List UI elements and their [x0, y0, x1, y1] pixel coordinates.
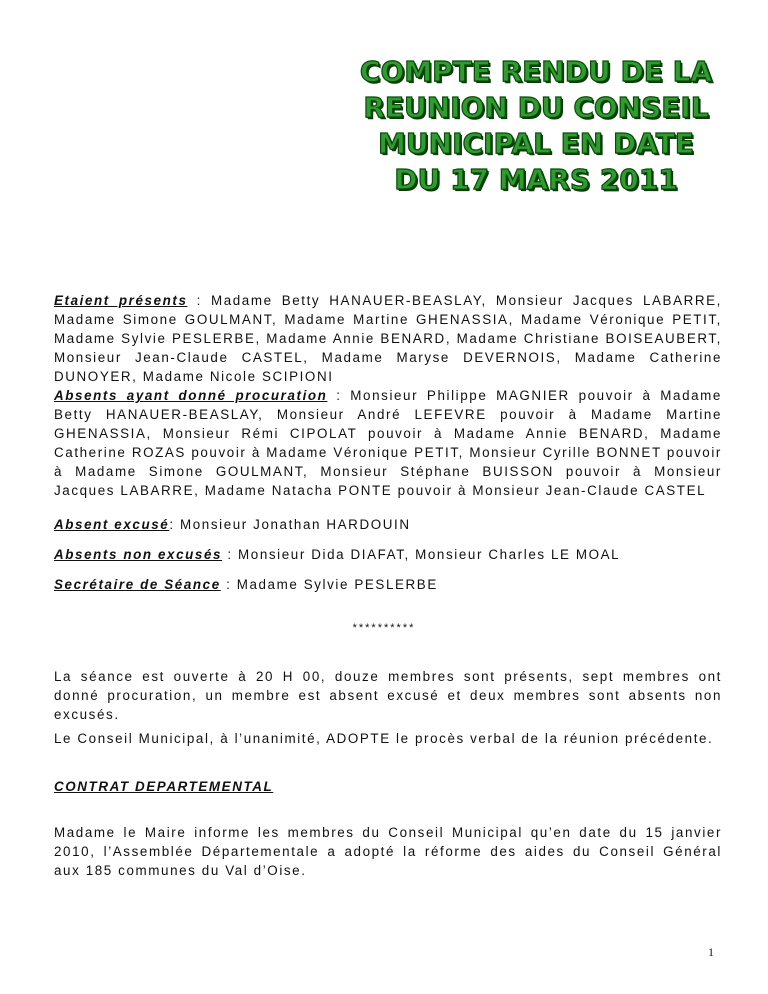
adoption-paragraph: Le Conseil Municipal, à l’unanimité, ADOPTE le procès verbal de la réunion précédente.	[54, 731, 714, 746]
non-excuses-text: : Monsieur Dida DIAFAT, Monsieur Charles LE MOAL	[222, 547, 621, 562]
excuse-paragraph	[54, 515, 722, 534]
title-line-4: DU 17 MARS 2011	[394, 163, 678, 196]
presents-text: : Madame Betty HANAUER-BEASLAY, Monsieur Jacques LABARRE, Madame Simone GOULMANT, Madame Martine GHENASSIA, Madame Véronique PETIT, Madame Sylvie PESLERBE, Madame Annie BENARD, Madame Christiane BOISEAUBERT, Monsieur Jean-Claude CASTEL, Madame Maryse DEVERNOIS, Madame Catherine DUNOYER, Madame Nicole SCIPIONI	[54, 293, 722, 384]
procuration-label: Absents ayant donné procuration	[54, 388, 328, 403]
excuse-text: : Monsieur Jonathan HARDOUIN	[169, 517, 411, 532]
secretaire-text: : Madame Sylvie PESLERBE	[220, 577, 438, 592]
title-line-3: MUNICIPAL EN DATE	[378, 127, 694, 160]
procuration-paragraph	[54, 386, 722, 500]
section-paragraph: Madame le Maire informe les membres du Conseil Municipal qu’en date du 15 janvier 2010, l’Assemblée Départementale a adopté la réforme des aides du Conseil Général aux 185 communes du Val d’Oise.	[54, 825, 722, 878]
title-line-2: REUNION DU CONSEIL	[363, 91, 709, 124]
section-heading: CONTRAT DEPARTEMENTAL	[54, 779, 274, 794]
document-title	[330, 54, 742, 198]
non-excuses-label: Absents non excusés	[54, 547, 223, 562]
secretaire-paragraph	[54, 575, 722, 594]
presents-paragraph	[54, 291, 722, 386]
secretaire-label: Secrétaire de Séance	[54, 577, 221, 592]
procuration-text: : Monsieur Philippe MAGNIER pouvoir à Madame Betty HANAUER-BEASLAY, Monsieur André LEFEVRE pouvoir à Madame Martine GHENASSIA, Monsieur Rémi CIPOLAT pouvoir à Madame Annie BENARD, Madame Catherine ROZAS pouvoir à Madame Véronique PETIT, Monsieur Cyrille BONNET pouvoir à Madame Simone GOULMANT, Monsieur Stéphane BUISSON pouvoir à Monsieur Jacques LABARRE, Madame Natacha PONTE pouvoir à Monsieur Jean-Claude CASTEL	[54, 388, 722, 498]
non-excuses-paragraph	[54, 545, 722, 564]
page-number: 1	[708, 945, 714, 959]
ouverture-paragraph: La séance est ouverte à 20 H 00, douze membres sont présents, sept membres ont donné procuration, un membre est absent excusé et deux membres sont absents non excusés.	[54, 669, 722, 722]
presents-label: Etaient présents	[54, 293, 188, 308]
separator-stars: **********	[352, 622, 416, 634]
title-line-1: COMPTE RENDU DE LA	[359, 55, 713, 88]
excuse-label: Absent excusé	[54, 517, 170, 532]
